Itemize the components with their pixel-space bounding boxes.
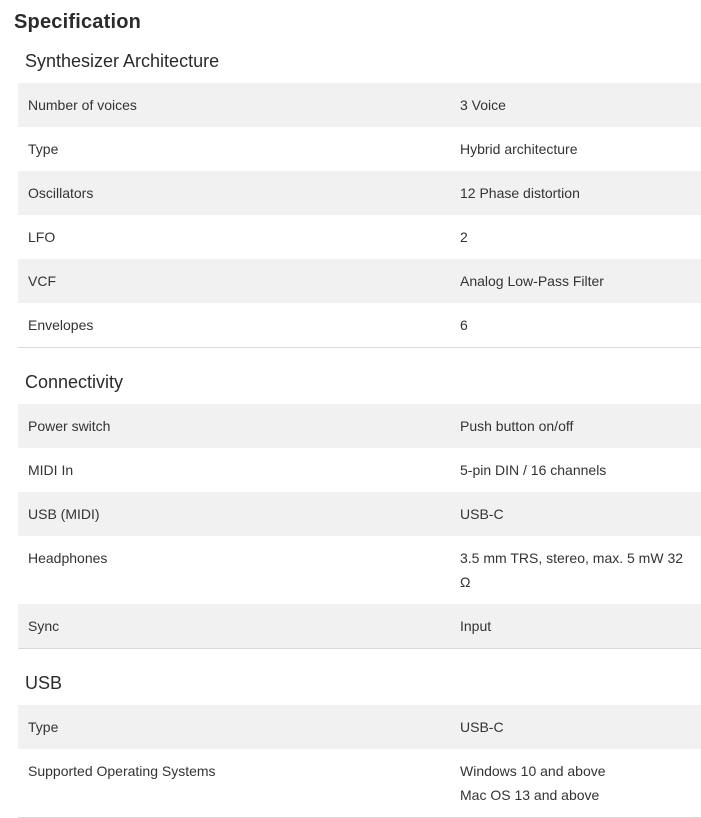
spec-value: Analog Low-Pass Filter <box>460 273 604 289</box>
section-heading-usb: USB <box>25 673 63 693</box>
spec-label: Oscillators <box>28 185 94 201</box>
spec-table-connectivity <box>18 404 701 649</box>
table-row <box>18 705 701 749</box>
spec-label: Type <box>28 719 59 735</box>
spec-label: Sync <box>28 618 60 634</box>
spec-value: Push button on/off <box>460 418 574 434</box>
table-row <box>18 536 701 604</box>
table-row <box>18 259 701 303</box>
spec-value: Hybrid architecture <box>460 141 578 157</box>
spec-label: USB (MIDI) <box>28 506 100 522</box>
spec-value: 2 <box>460 229 468 245</box>
table-row <box>18 303 701 348</box>
spec-label: Envelopes <box>28 317 94 333</box>
table-row <box>18 171 701 215</box>
spec-value-line: Mac OS 13 and above <box>460 787 600 803</box>
spec-value <box>460 749 701 817</box>
spec-table-usb <box>18 705 701 818</box>
section-heading-connectivity: Connectivity <box>25 372 124 392</box>
spec-label: Number of voices <box>28 97 137 113</box>
table-row <box>18 492 701 536</box>
spec-value: 3 Voice <box>460 97 506 113</box>
spec-label: LFO <box>28 229 56 245</box>
spec-value: 3.5 mm TRS, stereo, max. 5 mW 32 Ω <box>460 550 684 590</box>
spec-value: USB-C <box>460 719 504 735</box>
spec-label: Type <box>28 141 59 157</box>
spec-label: VCF <box>28 273 56 289</box>
table-row <box>18 215 701 259</box>
table-row <box>18 604 701 649</box>
spec-value: 12 Phase distortion <box>460 185 580 201</box>
page-title: Specification <box>14 11 142 33</box>
table-row <box>18 127 701 171</box>
table-row <box>18 404 701 448</box>
table-row <box>18 448 701 492</box>
spec-value: 5-pin DIN / 16 channels <box>460 462 607 478</box>
spec-table-synthesizer-architecture <box>18 83 701 348</box>
spec-value: USB-C <box>460 506 504 522</box>
spec-label: Supported Operating Systems <box>28 763 216 779</box>
section-heading-synthesizer-architecture: Synthesizer Architecture <box>25 51 220 71</box>
spec-label: Power switch <box>28 418 111 434</box>
spec-label: MIDI In <box>28 462 74 478</box>
table-row <box>18 83 701 127</box>
spec-value: Input <box>460 618 492 634</box>
spec-value: 6 <box>460 317 468 333</box>
spec-value-line: Windows 10 and above <box>460 763 606 779</box>
table-row <box>18 749 701 818</box>
spec-label: Headphones <box>28 550 108 566</box>
